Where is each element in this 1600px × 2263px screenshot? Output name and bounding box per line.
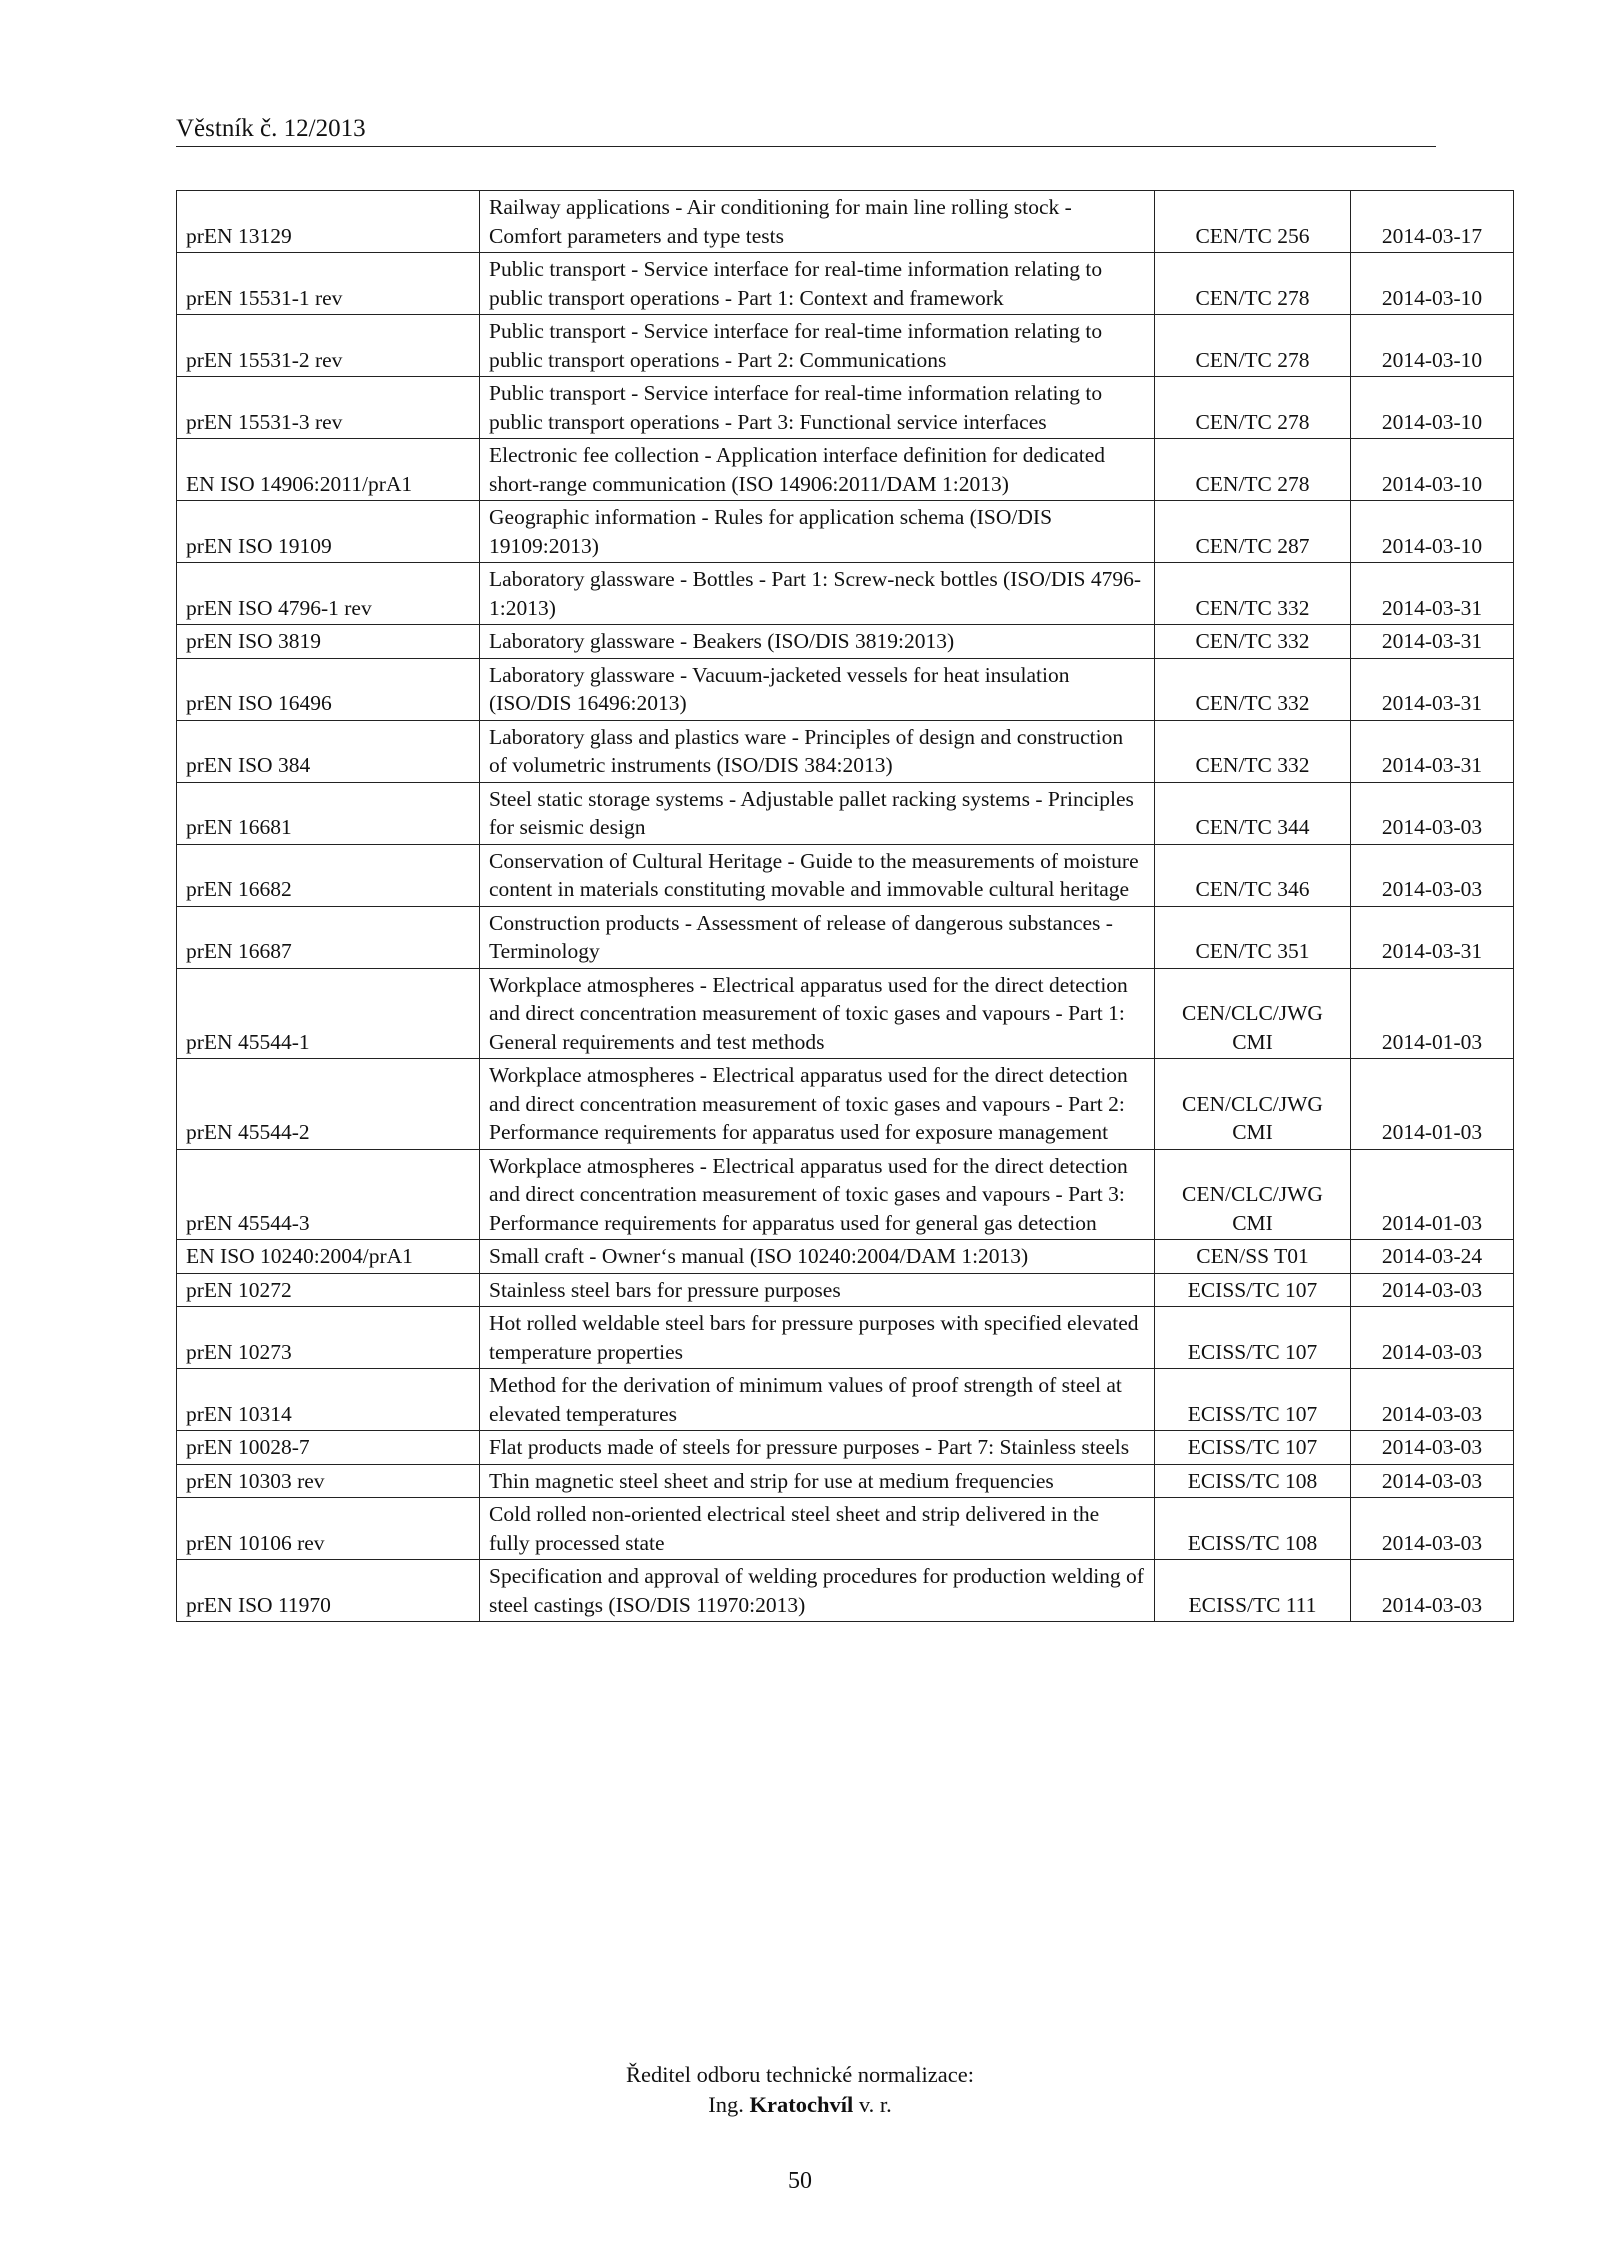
signature-role: Ředitel odboru technické normalizace:	[626, 2062, 974, 2087]
table-row	[177, 1498, 1514, 1560]
standard-title: Laboratory glassware - Beakers (ISO/DIS 3819:2013)	[480, 625, 1155, 659]
technical-committee: CEN/CLC/JWG CMI	[1155, 968, 1351, 1059]
table-row	[177, 844, 1514, 906]
standard-number: prEN 10106 rev	[177, 1498, 480, 1560]
technical-committee: ECISS/TC 107	[1155, 1369, 1351, 1431]
deadline-date: 2014-03-10	[1351, 253, 1514, 315]
standard-number: prEN 45544-1	[177, 968, 480, 1059]
technical-committee: CEN/CLC/JWG CMI	[1155, 1149, 1351, 1240]
technical-committee: CEN/TC 278	[1155, 439, 1351, 501]
deadline-date: 2014-01-03	[1351, 1059, 1514, 1150]
standard-title: Laboratory glass and plastics ware - Principles of design and construction of volumetric instruments (ISO/DIS 384:2013)	[480, 720, 1155, 782]
table-row	[177, 658, 1514, 720]
technical-committee: CEN/TC 332	[1155, 658, 1351, 720]
standard-number: prEN 15531-1 rev	[177, 253, 480, 315]
table-row	[177, 1273, 1514, 1307]
standard-title: Stainless steel bars for pressure purposes	[480, 1273, 1155, 1307]
signature-surname: Kratochvíl	[749, 2092, 854, 2117]
table-row	[177, 625, 1514, 659]
technical-committee: ECISS/TC 108	[1155, 1498, 1351, 1560]
deadline-date: 2014-01-03	[1351, 968, 1514, 1059]
page-number: 50	[788, 2168, 812, 2194]
technical-committee: CEN/CLC/JWG CMI	[1155, 1059, 1351, 1150]
deadline-date: 2014-03-10	[1351, 501, 1514, 563]
standard-title: Workplace atmospheres - Electrical apparatus used for the direct detection and direct concentration measurement of toxic gases and vapours - Part 2: Performance requirements for apparatus used for exposure management	[480, 1059, 1155, 1150]
standard-title: Cold rolled non-oriented electrical steel sheet and strip delivered in the fully processed state	[480, 1498, 1155, 1560]
technical-committee: ECISS/TC 107	[1155, 1307, 1351, 1369]
standard-number: EN ISO 14906:2011/prA1	[177, 439, 480, 501]
standard-title: Steel static storage systems - Adjustable pallet racking systems - Principles for seismic design	[480, 782, 1155, 844]
table-row	[177, 1369, 1514, 1431]
deadline-date: 2014-03-24	[1351, 1240, 1514, 1274]
technical-committee: CEN/TC 346	[1155, 844, 1351, 906]
standards-table	[176, 190, 1514, 1622]
technical-committee: CEN/SS T01	[1155, 1240, 1351, 1274]
technical-committee: ECISS/TC 107	[1155, 1431, 1351, 1465]
signature-prefix: Ing.	[708, 2092, 744, 2117]
standard-title: Workplace atmospheres - Electrical apparatus used for the direct detection and direct concentration measurement of toxic gases and vapours - Part 1: General requirements and test methods	[480, 968, 1155, 1059]
standard-number: prEN ISO 16496	[177, 658, 480, 720]
technical-committee: ECISS/TC 108	[1155, 1464, 1351, 1498]
table-row	[177, 968, 1514, 1059]
deadline-date: 2014-03-03	[1351, 1560, 1514, 1622]
table-row	[177, 906, 1514, 968]
table-row	[177, 191, 1514, 253]
standard-number: prEN 15531-3 rev	[177, 377, 480, 439]
deadline-date: 2014-03-03	[1351, 1464, 1514, 1498]
standard-number: prEN 16681	[177, 782, 480, 844]
deadline-date: 2014-03-03	[1351, 1431, 1514, 1465]
technical-committee: CEN/TC 332	[1155, 720, 1351, 782]
technical-committee: CEN/TC 344	[1155, 782, 1351, 844]
standard-number: prEN ISO 384	[177, 720, 480, 782]
standard-title: Public transport - Service interface for real-time information relating to public transport operations - Part 3: Functional service interfaces	[480, 377, 1155, 439]
standard-title: Specification and approval of welding procedures for production welding of steel castings (ISO/DIS 11970:2013)	[480, 1560, 1155, 1622]
deadline-date: 2014-03-10	[1351, 315, 1514, 377]
standard-number: prEN ISO 11970	[177, 1560, 480, 1622]
standard-title: Flat products made of steels for pressure purposes - Part 7: Stainless steels	[480, 1431, 1155, 1465]
standard-number: prEN 15531-2 rev	[177, 315, 480, 377]
deadline-date: 2014-03-03	[1351, 1498, 1514, 1560]
deadline-date: 2014-03-31	[1351, 625, 1514, 659]
deadline-date: 2014-03-31	[1351, 720, 1514, 782]
standard-title: Laboratory glassware - Vacuum-jacketed vessels for heat insulation (ISO/DIS 16496:2013)	[480, 658, 1155, 720]
deadline-date: 2014-03-31	[1351, 906, 1514, 968]
technical-committee: ECISS/TC 111	[1155, 1560, 1351, 1622]
standard-number: prEN ISO 19109	[177, 501, 480, 563]
table-row	[177, 720, 1514, 782]
standard-title: Public transport - Service interface for real-time information relating to public transport operations - Part 1: Context and framework	[480, 253, 1155, 315]
table-row	[177, 1240, 1514, 1274]
signature-suffix: v. r.	[858, 2092, 892, 2117]
deadline-date: 2014-03-10	[1351, 377, 1514, 439]
deadline-date: 2014-03-03	[1351, 1307, 1514, 1369]
table-row	[177, 1307, 1514, 1369]
standard-number: prEN 10273	[177, 1307, 480, 1369]
standard-title: Public transport - Service interface for real-time information relating to public transport operations - Part 2: Communications	[480, 315, 1155, 377]
standard-title: Construction products - Assessment of release of dangerous substances - Terminology	[480, 906, 1155, 968]
table-row	[177, 1560, 1514, 1622]
standard-title: Small craft - Owner‘s manual (ISO 10240:2004/DAM 1:2013)	[480, 1240, 1155, 1274]
table-row	[177, 377, 1514, 439]
standard-number: prEN 16687	[177, 906, 480, 968]
standard-title: Hot rolled weldable steel bars for pressure purposes with specified elevated temperature properties	[480, 1307, 1155, 1369]
table-row	[177, 1149, 1514, 1240]
deadline-date: 2014-03-17	[1351, 191, 1514, 253]
technical-committee: CEN/TC 287	[1155, 501, 1351, 563]
technical-committee: CEN/TC 351	[1155, 906, 1351, 968]
deadline-date: 2014-03-03	[1351, 844, 1514, 906]
standard-number: prEN ISO 4796-1 rev	[177, 563, 480, 625]
table-row	[177, 439, 1514, 501]
standard-title: Method for the derivation of minimum values of proof strength of steel at elevated temperatures	[480, 1369, 1155, 1431]
deadline-date: 2014-03-03	[1351, 1369, 1514, 1431]
standard-number: prEN 10314	[177, 1369, 480, 1431]
technical-committee: CEN/TC 256	[1155, 191, 1351, 253]
technical-committee: CEN/TC 278	[1155, 377, 1351, 439]
standard-number: prEN 10272	[177, 1273, 480, 1307]
standard-number: EN ISO 10240:2004/prA1	[177, 1240, 480, 1274]
standard-number: prEN 45544-3	[177, 1149, 480, 1240]
standard-number: prEN 45544-2	[177, 1059, 480, 1150]
table-row	[177, 253, 1514, 315]
table-row	[177, 1431, 1514, 1465]
table-row	[177, 782, 1514, 844]
deadline-date: 2014-03-03	[1351, 1273, 1514, 1307]
standard-number: prEN ISO 3819	[177, 625, 480, 659]
deadline-date: 2014-03-03	[1351, 782, 1514, 844]
table-row	[177, 315, 1514, 377]
standard-title: Workplace atmospheres - Electrical apparatus used for the direct detection and direct concentration measurement of toxic gases and vapours - Part 3: Performance requirements for apparatus used for general gas detection	[480, 1149, 1155, 1240]
technical-committee: CEN/TC 278	[1155, 315, 1351, 377]
table-row	[177, 1059, 1514, 1150]
standard-title: Electronic fee collection - Application interface definition for dedicated short-range communication (ISO 14906:2011/DAM 1:2013)	[480, 439, 1155, 501]
standard-title: Railway applications - Air conditioning for main line rolling stock - Comfort parameters and type tests	[480, 191, 1155, 253]
standard-title: Laboratory glassware - Bottles - Part 1: Screw-neck bottles (ISO/DIS 4796-1:2013)	[480, 563, 1155, 625]
standard-title: Thin magnetic steel sheet and strip for use at medium frequencies	[480, 1464, 1155, 1498]
deadline-date: 2014-03-10	[1351, 439, 1514, 501]
technical-committee: CEN/TC 278	[1155, 253, 1351, 315]
journal-title: Věstník č. 12/2013	[176, 115, 366, 142]
standard-title: Conservation of Cultural Heritage - Guide to the measurements of moisture content in materials constituting movable and immovable cultural heritage	[480, 844, 1155, 906]
table-row	[177, 1464, 1514, 1498]
technical-committee: CEN/TC 332	[1155, 563, 1351, 625]
table-row	[177, 563, 1514, 625]
standard-number: prEN 16682	[177, 844, 480, 906]
deadline-date: 2014-01-03	[1351, 1149, 1514, 1240]
deadline-date: 2014-03-31	[1351, 563, 1514, 625]
signature-name	[0, 2092, 1600, 2118]
standard-number: prEN 10028-7	[177, 1431, 480, 1465]
standard-number: prEN 13129	[177, 191, 480, 253]
standard-number: prEN 10303 rev	[177, 1464, 480, 1498]
technical-committee: CEN/TC 332	[1155, 625, 1351, 659]
deadline-date: 2014-03-31	[1351, 658, 1514, 720]
technical-committee: ECISS/TC 107	[1155, 1273, 1351, 1307]
table-row	[177, 501, 1514, 563]
page-header	[176, 112, 1436, 147]
standard-title: Geographic information - Rules for application schema (ISO/DIS 19109:2013)	[480, 501, 1155, 563]
